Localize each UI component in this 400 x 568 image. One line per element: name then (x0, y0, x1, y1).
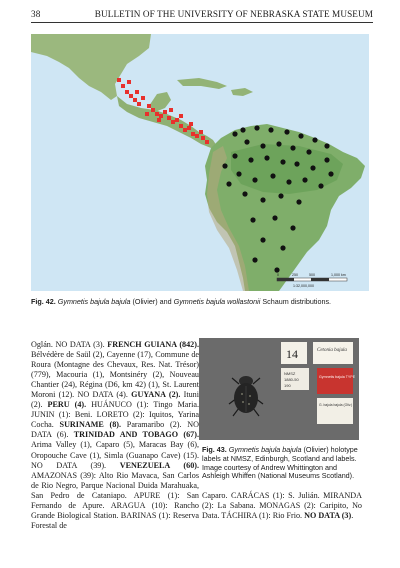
black-marker (252, 177, 257, 182)
text-run-end: . (351, 511, 354, 521)
figure-43-caption (202, 446, 360, 481)
beetle-spot (241, 393, 243, 395)
scale-tick-0: 0 (277, 273, 279, 277)
beetle-spot (248, 403, 250, 405)
black-marker (232, 153, 237, 158)
black-marker (286, 179, 291, 184)
black-marker (278, 193, 283, 198)
running-title: BULLETIN OF THE UNIVERSITY OF NEBRASKA STATE MUSEUM (94, 9, 373, 19)
determination-label-text: Cetonia bajula (317, 348, 347, 353)
red-marker (191, 132, 195, 136)
determination-label-2 (317, 398, 353, 424)
black-marker (260, 143, 265, 148)
figure-42-text-end: Schaum distributions. (260, 297, 332, 306)
holotype-photo-svg (199, 338, 359, 440)
black-marker (324, 143, 329, 148)
black-marker (324, 157, 329, 162)
red-marker (117, 78, 121, 82)
country-heading: SURINAME (8). (59, 420, 122, 430)
museum-label-a: NMSZ (284, 371, 296, 376)
black-marker (248, 157, 253, 162)
red-marker (163, 110, 167, 114)
text-run: Ituni (2). (31, 390, 199, 410)
red-marker (141, 96, 145, 100)
country-heading: FRENCH GUIANA (842). (107, 340, 199, 349)
museum-label-c: 190 (284, 383, 291, 388)
scale-bar-segment (311, 278, 329, 281)
left-column-text (31, 340, 199, 531)
red-marker (121, 84, 125, 88)
black-marker (232, 131, 237, 136)
red-marker (167, 116, 171, 120)
map-svg (31, 34, 369, 291)
header-rule (31, 22, 373, 23)
black-marker (250, 217, 255, 222)
black-marker (294, 161, 299, 166)
scale-ratio: 1:32,000,000 (293, 284, 314, 288)
red-marker (189, 122, 193, 126)
black-marker (280, 159, 285, 164)
black-marker (264, 155, 269, 160)
red-marker (171, 120, 175, 124)
black-marker (328, 171, 333, 176)
red-marker (179, 124, 183, 128)
figure-42-text: (Olivier) and (130, 297, 174, 306)
black-marker (318, 183, 323, 188)
black-marker (222, 163, 227, 168)
black-marker (302, 177, 307, 182)
page-number: 38 (31, 9, 41, 19)
red-marker (127, 80, 131, 84)
red-marker (199, 130, 203, 134)
red-marker (151, 108, 155, 112)
beetle-spot (249, 395, 251, 397)
red-marker (155, 112, 159, 116)
figure-42-caption (31, 297, 371, 306)
black-marker (244, 139, 249, 144)
right-column-text (202, 491, 362, 521)
type-label-text: Gymnetis bajula TYPE (319, 375, 356, 379)
black-marker (254, 125, 259, 130)
red-marker (137, 102, 141, 106)
scale-tick-1000: 1,000 km (331, 273, 346, 277)
black-marker (260, 197, 265, 202)
scale-tick-500: 500 (309, 273, 315, 277)
number-label-text: 14 (286, 347, 298, 361)
black-marker (310, 165, 315, 170)
red-marker (147, 104, 151, 108)
black-marker (276, 141, 281, 146)
red-marker (201, 136, 205, 140)
black-marker (226, 181, 231, 186)
black-marker (298, 133, 303, 138)
black-marker (240, 127, 245, 132)
text-run: Paramaribo (2). NO DATA (6). (31, 420, 199, 440)
black-marker (290, 145, 295, 150)
figure-43-label: Fig. 43. (202, 445, 227, 454)
red-marker (159, 114, 163, 118)
determination-label (313, 342, 353, 364)
text-run: Caparo. CARÁCAS (1): S. Julián. MIRANDA (2): La Sabana. MONAGAS (2): Caripito, No Data. TÁCHIRA (1): Rio Frio. (202, 491, 362, 521)
black-marker (280, 245, 285, 250)
country-heading: VENEZUELA (60). (119, 460, 199, 470)
black-marker (268, 127, 273, 132)
black-marker (236, 171, 241, 176)
text-run: Oglán. NO DATA (3). (31, 340, 108, 349)
scale-bar-segment (277, 278, 294, 281)
distribution-map (31, 34, 369, 291)
red-marker (183, 128, 187, 132)
figure-42-taxon-b: Gymnetis bajula wollastonii (173, 297, 261, 306)
black-marker (260, 237, 265, 242)
red-marker (125, 90, 129, 94)
figure-42-taxon-a: Gymnetis bajula bajula (55, 297, 131, 306)
red-marker (133, 98, 137, 102)
black-marker (284, 129, 289, 134)
country-heading: TRINIDAD AND TOBAGO (67). (73, 430, 199, 440)
no-data-count: NO DATA (3) (304, 511, 352, 521)
red-marker (179, 114, 183, 118)
black-marker (270, 173, 275, 178)
determination-label-2-text: G. bajula bajula (Oliv.) (319, 403, 353, 407)
black-marker (306, 149, 311, 154)
black-marker (274, 267, 279, 272)
red-marker (135, 90, 139, 94)
red-marker (169, 108, 173, 112)
country-heading: GUYANA (2). (131, 390, 181, 400)
black-marker (296, 199, 301, 204)
red-marker (157, 118, 161, 122)
museum-label-b: 1880-50 (284, 377, 299, 382)
text-run: HUÁNUCO (1): Tingo Maria. JUNIN (1): Beni. LORETO (2): Iquitos, Yarina Cocha. (31, 400, 199, 430)
red-marker (175, 118, 179, 122)
holotype-photo (199, 338, 359, 440)
black-marker (312, 137, 317, 142)
black-marker (290, 225, 295, 230)
red-marker (205, 140, 209, 144)
running-header (31, 9, 373, 23)
red-marker (145, 112, 149, 116)
figure-42-label: Fig. 42. (31, 297, 56, 306)
text-run: Arima Valley (1), Caparo (5), Maracas Bay (6), Oropouche Cave (1), Simla (Guanapo Cave) (15). NO DATA (39). (31, 440, 199, 470)
black-marker (272, 215, 277, 220)
red-marker (129, 94, 133, 98)
country-heading: PERU (4). (47, 400, 87, 410)
red-marker (195, 134, 199, 138)
scale-tick-250: 250 (292, 273, 298, 277)
beetle-spot (242, 401, 244, 403)
red-marker (187, 126, 191, 130)
figure-43-taxon: Gymnetis bajula bajula (226, 445, 302, 454)
text-run: AMAZONAS (39): Alto Rio Mavaca, San Carlos de Rio Negro, Parque Nacional Duida Marahuaka, San Pedro de Cataniapo. APURE (1): San Fernando de Apure. ARAGUA (10): Rancho Grande Biological Station. BARINAS (1): Reserva Forestal de (31, 470, 199, 530)
text-run: Bélvédère de Saül (2), Cayenne (17), Commune de Roura (Montagne des Chevaux, Res. Nat. Trésor) (779), Macouria (1), Montsinéry (2), Nouveau Chantier (24), Régina (D6, km 42) (1), St. Laurent Moroni (12). NO DATA (4). (31, 350, 199, 400)
black-marker (252, 257, 257, 262)
figure-43-text: (Olivier) holotype labels at NMSZ, Edinburgh, Scotland and labels. Image courtesy of Andrew Whittington and Ashleigh Whiffen (National Museums Scotland). (202, 445, 358, 481)
black-marker (242, 191, 247, 196)
type-label (317, 368, 353, 394)
